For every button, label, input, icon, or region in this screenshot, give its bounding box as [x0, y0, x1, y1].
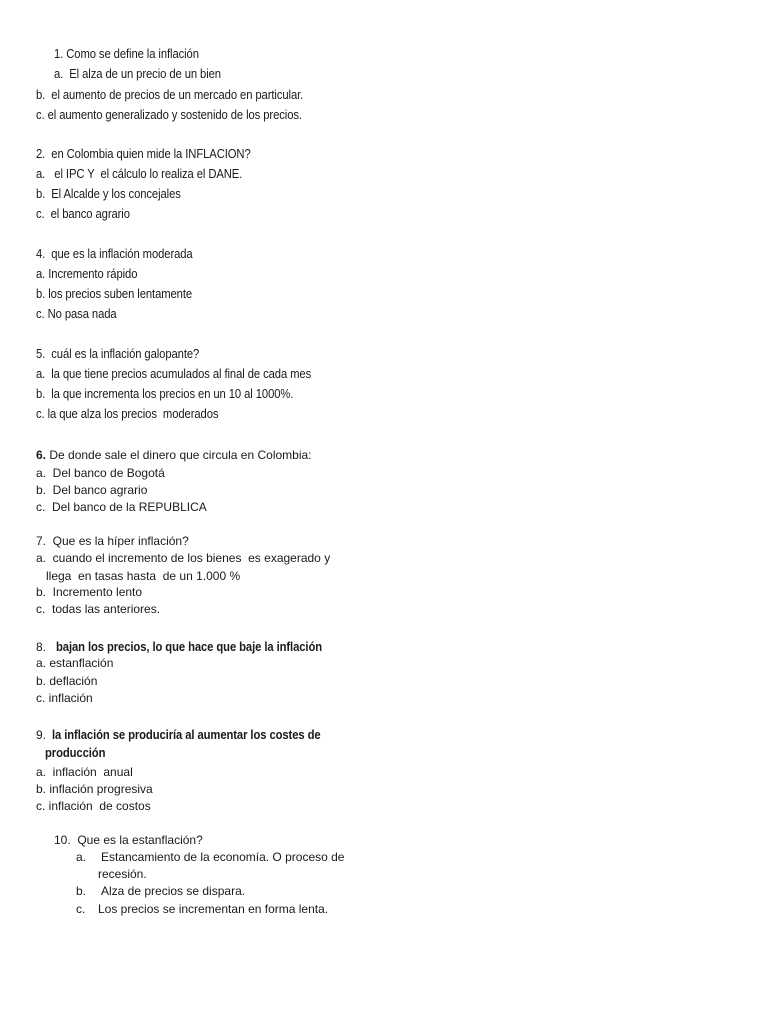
question-10-option-b-marker: b.	[76, 884, 87, 898]
question-4: 4. que es la inflación moderada	[36, 247, 193, 261]
question-6	[36, 448, 312, 462]
question-7-option-c: c. todas las anteriores.	[36, 602, 161, 616]
question-10-option-a: Estancamiento de la economía. O proceso de	[101, 850, 345, 864]
question-8-option-a: a. estanflación	[36, 656, 114, 670]
question-2-option-b: b. El Alcalde y los concejales	[36, 187, 181, 201]
question-10: 10. Que es la estanflación?	[54, 833, 203, 847]
question-9-text: la inflación se produciría al aumentar los costes de	[52, 728, 321, 742]
question-1-option-c: c. el aumento generalizado y sostenido de los precios.	[36, 108, 302, 122]
question-5: 5. cuál es la inflación galopante?	[36, 347, 200, 361]
question-10-option-b: Alza de precios se dispara.	[101, 884, 246, 898]
question-8-option-c: c. inflación	[36, 691, 93, 705]
question-5-option-c: c. la que alza los precios moderados	[36, 407, 219, 421]
question-2-option-c: c. el banco agrario	[36, 207, 130, 221]
question-2-option-a: a. el IPC Y el cálculo lo realiza el DANE.	[36, 167, 243, 181]
question-10-option-c: Los precios se incrementan en forma lenta.	[98, 902, 329, 916]
question-1-option-a: a. El alza de un precio de un bien	[54, 67, 221, 81]
question-6-text: De donde sale el dinero que circula en Colombia:	[46, 448, 312, 462]
question-5-option-b: b. la que incrementa los precios en un 10 al 1000%.	[36, 387, 294, 401]
question-8	[36, 638, 352, 656]
question-8-option-b: b. deflación	[36, 674, 98, 688]
question-9-text-continued: producción	[45, 746, 106, 760]
question-9-number: 9.	[36, 728, 47, 742]
question-1-option-b: b. el aumento de precios de un mercado en particular.	[36, 88, 304, 102]
question-9-option-a: a. inflación anual	[36, 765, 133, 779]
question-4-option-c: c. No pasa nada	[36, 307, 117, 321]
question-4-option-a: a. Incremento rápido	[36, 267, 138, 281]
question-10-option-c-marker: c.	[76, 902, 86, 916]
question-7: 7. Que es la híper inflación?	[36, 534, 189, 548]
question-8-number: 8.	[36, 640, 47, 654]
question-5-option-a: a. la que tiene precios acumulados al final de cada mes	[36, 367, 312, 381]
question-6-option-c: c. Del banco de la REPUBLICA	[36, 500, 207, 514]
question-9-option-b: b. inflación progresiva	[36, 782, 153, 796]
question-8-text: bajan los precios, lo que hace que baje la inflación	[56, 640, 323, 654]
question-1: 1. Como se define la inflación	[54, 47, 199, 61]
question-7-option-a: a. cuando el incremento de los bienes es exagerado y	[36, 551, 331, 565]
question-4-option-b: b. los precios suben lentamente	[36, 287, 193, 301]
question-7-option-a-continued: llega en tasas hasta de un 1.000 %	[46, 569, 241, 583]
question-7-option-b: b. Incremento lento	[36, 585, 143, 599]
question-10-option-a-marker: a.	[76, 850, 87, 864]
question-2: 2. en Colombia quien mide la INFLACION?	[36, 147, 251, 161]
question-6-number: 6.	[36, 448, 47, 462]
question-6-option-a: a. Del banco de Bogotá	[36, 466, 165, 480]
question-9	[36, 726, 350, 744]
question-6-option-b: b. Del banco agrario	[36, 483, 148, 497]
question-10-option-a-continued: recesión.	[98, 867, 147, 881]
question-9-option-c: c. inflación de costos	[36, 799, 151, 813]
